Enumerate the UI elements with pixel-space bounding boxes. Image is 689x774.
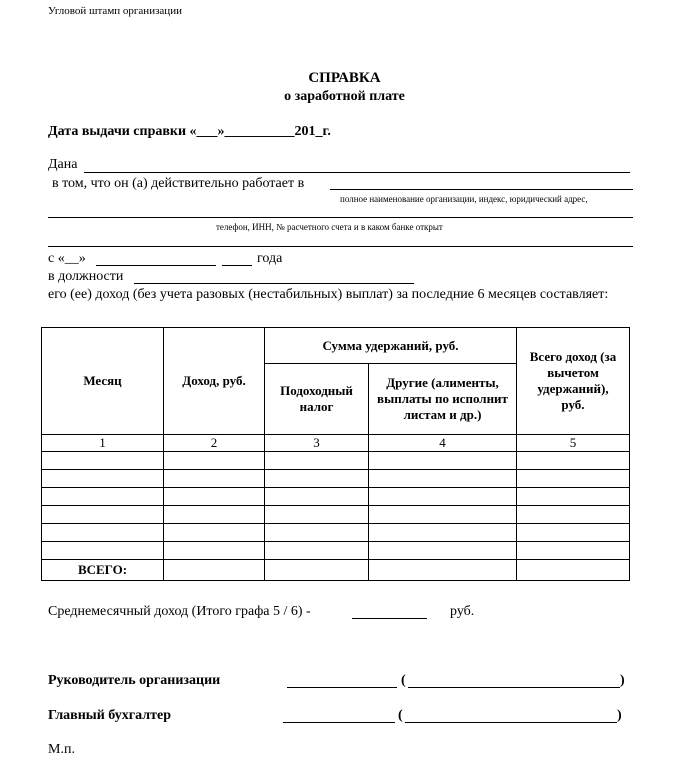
table-cell[interactable] bbox=[517, 506, 630, 524]
table-cell[interactable] bbox=[369, 506, 517, 524]
table-cell[interactable] bbox=[369, 524, 517, 542]
issued-to-label: Дана bbox=[48, 157, 78, 172]
average-income-unit: руб. bbox=[450, 604, 475, 619]
organization-field[interactable] bbox=[330, 189, 633, 190]
header-income: Доход, руб. bbox=[164, 328, 265, 435]
position-field[interactable] bbox=[134, 283, 414, 284]
header-deductions: Сумма удержаний, руб. bbox=[265, 328, 517, 364]
table-cell[interactable] bbox=[265, 560, 369, 581]
header-other-deductions: Другие (алименты, выплаты по исполнит листам и др.) bbox=[369, 364, 517, 435]
accountant-signature-field[interactable] bbox=[283, 722, 395, 723]
table-cell[interactable] bbox=[369, 488, 517, 506]
head-signature-field[interactable] bbox=[287, 687, 397, 688]
table-row bbox=[42, 470, 630, 488]
table-cell[interactable] bbox=[517, 452, 630, 470]
table-cell[interactable] bbox=[517, 542, 630, 560]
table-cell[interactable] bbox=[42, 506, 164, 524]
accountant-open-paren: ( bbox=[398, 708, 403, 723]
head-name-field[interactable] bbox=[408, 687, 620, 688]
table-row bbox=[42, 488, 630, 506]
table-cell[interactable] bbox=[164, 560, 265, 581]
corner-stamp-label: Угловой штамп организации bbox=[48, 5, 182, 17]
since-year-field[interactable] bbox=[222, 265, 252, 266]
table-cell[interactable] bbox=[164, 524, 265, 542]
document-title: СПРАВКА bbox=[308, 70, 381, 86]
income-table bbox=[41, 327, 630, 581]
position-label: в должности bbox=[48, 269, 124, 284]
column-number: 4 bbox=[369, 435, 517, 452]
table-cell[interactable] bbox=[42, 524, 164, 542]
header-total-income: Всего доход (за вычетом удержаний), руб. bbox=[517, 328, 630, 435]
document-subtitle: о заработной плате bbox=[284, 89, 405, 104]
table-cell[interactable] bbox=[164, 488, 265, 506]
average-income-label: Среднемесячный доход (Итого графа 5 / 6) - bbox=[48, 604, 311, 619]
table-cell[interactable] bbox=[164, 452, 265, 470]
head-close-paren: ) bbox=[620, 673, 625, 688]
table-row bbox=[42, 506, 630, 524]
table-cell[interactable] bbox=[517, 560, 630, 581]
table-cell[interactable] bbox=[42, 452, 164, 470]
works-at-label: в том, что он (а) действительно работает в bbox=[52, 176, 305, 191]
organization-note: полное наименование организации, индекс, юридический адрес, bbox=[340, 194, 588, 204]
seal-place-label: М.п. bbox=[48, 742, 75, 757]
head-open-paren: ( bbox=[401, 673, 406, 688]
table-cell[interactable] bbox=[42, 470, 164, 488]
table-row bbox=[42, 452, 630, 470]
table-cell[interactable] bbox=[265, 488, 369, 506]
average-income-field[interactable] bbox=[352, 618, 427, 619]
table-cell[interactable] bbox=[517, 524, 630, 542]
total-label: ВСЕГО: bbox=[42, 560, 164, 581]
table-cell[interactable] bbox=[369, 542, 517, 560]
since-suffix: года bbox=[257, 251, 283, 266]
table-cell[interactable] bbox=[265, 524, 369, 542]
table-cell[interactable] bbox=[265, 470, 369, 488]
issue-date-line: Дата выдачи справки «___»__________201_г. bbox=[48, 124, 331, 139]
total-row bbox=[42, 560, 630, 581]
requisites-field[interactable] bbox=[48, 246, 633, 247]
accountant-close-paren: ) bbox=[617, 708, 622, 723]
table-cell[interactable] bbox=[369, 560, 517, 581]
table-cell[interactable] bbox=[369, 470, 517, 488]
head-of-organization-label: Руководитель организации bbox=[48, 673, 221, 688]
table-row bbox=[42, 542, 630, 560]
chief-accountant-label: Главный бухгалтер bbox=[48, 708, 171, 723]
issued-to-field[interactable] bbox=[84, 172, 630, 173]
since-month-field[interactable] bbox=[96, 265, 216, 266]
header-month: Месяц bbox=[42, 328, 164, 435]
table-cell[interactable] bbox=[164, 506, 265, 524]
table-cell[interactable] bbox=[517, 488, 630, 506]
table-cell[interactable] bbox=[265, 452, 369, 470]
header-income-tax: Подоходный налог bbox=[265, 364, 369, 435]
table-cell[interactable] bbox=[265, 506, 369, 524]
table-cell[interactable] bbox=[265, 542, 369, 560]
table-cell[interactable] bbox=[164, 542, 265, 560]
column-number: 2 bbox=[164, 435, 265, 452]
column-number: 3 bbox=[265, 435, 369, 452]
column-number: 1 bbox=[42, 435, 164, 452]
table-cell[interactable] bbox=[517, 470, 630, 488]
organization-field-line2[interactable] bbox=[48, 217, 633, 218]
column-number: 5 bbox=[517, 435, 630, 452]
table-cell[interactable] bbox=[42, 542, 164, 560]
requisites-note: телефон, ИНН, № расчетного счета и в каком банке открыт bbox=[216, 222, 443, 232]
table-cell[interactable] bbox=[164, 470, 265, 488]
since-prefix: с «__» bbox=[48, 251, 86, 266]
income-statement-text: его (ее) доход (без учета разовых (нестабильных) выплат) за последние 6 месяцев составляет: bbox=[48, 287, 609, 302]
table-row bbox=[42, 524, 630, 542]
table-cell[interactable] bbox=[369, 452, 517, 470]
table-cell[interactable] bbox=[42, 488, 164, 506]
accountant-name-field[interactable] bbox=[405, 722, 617, 723]
